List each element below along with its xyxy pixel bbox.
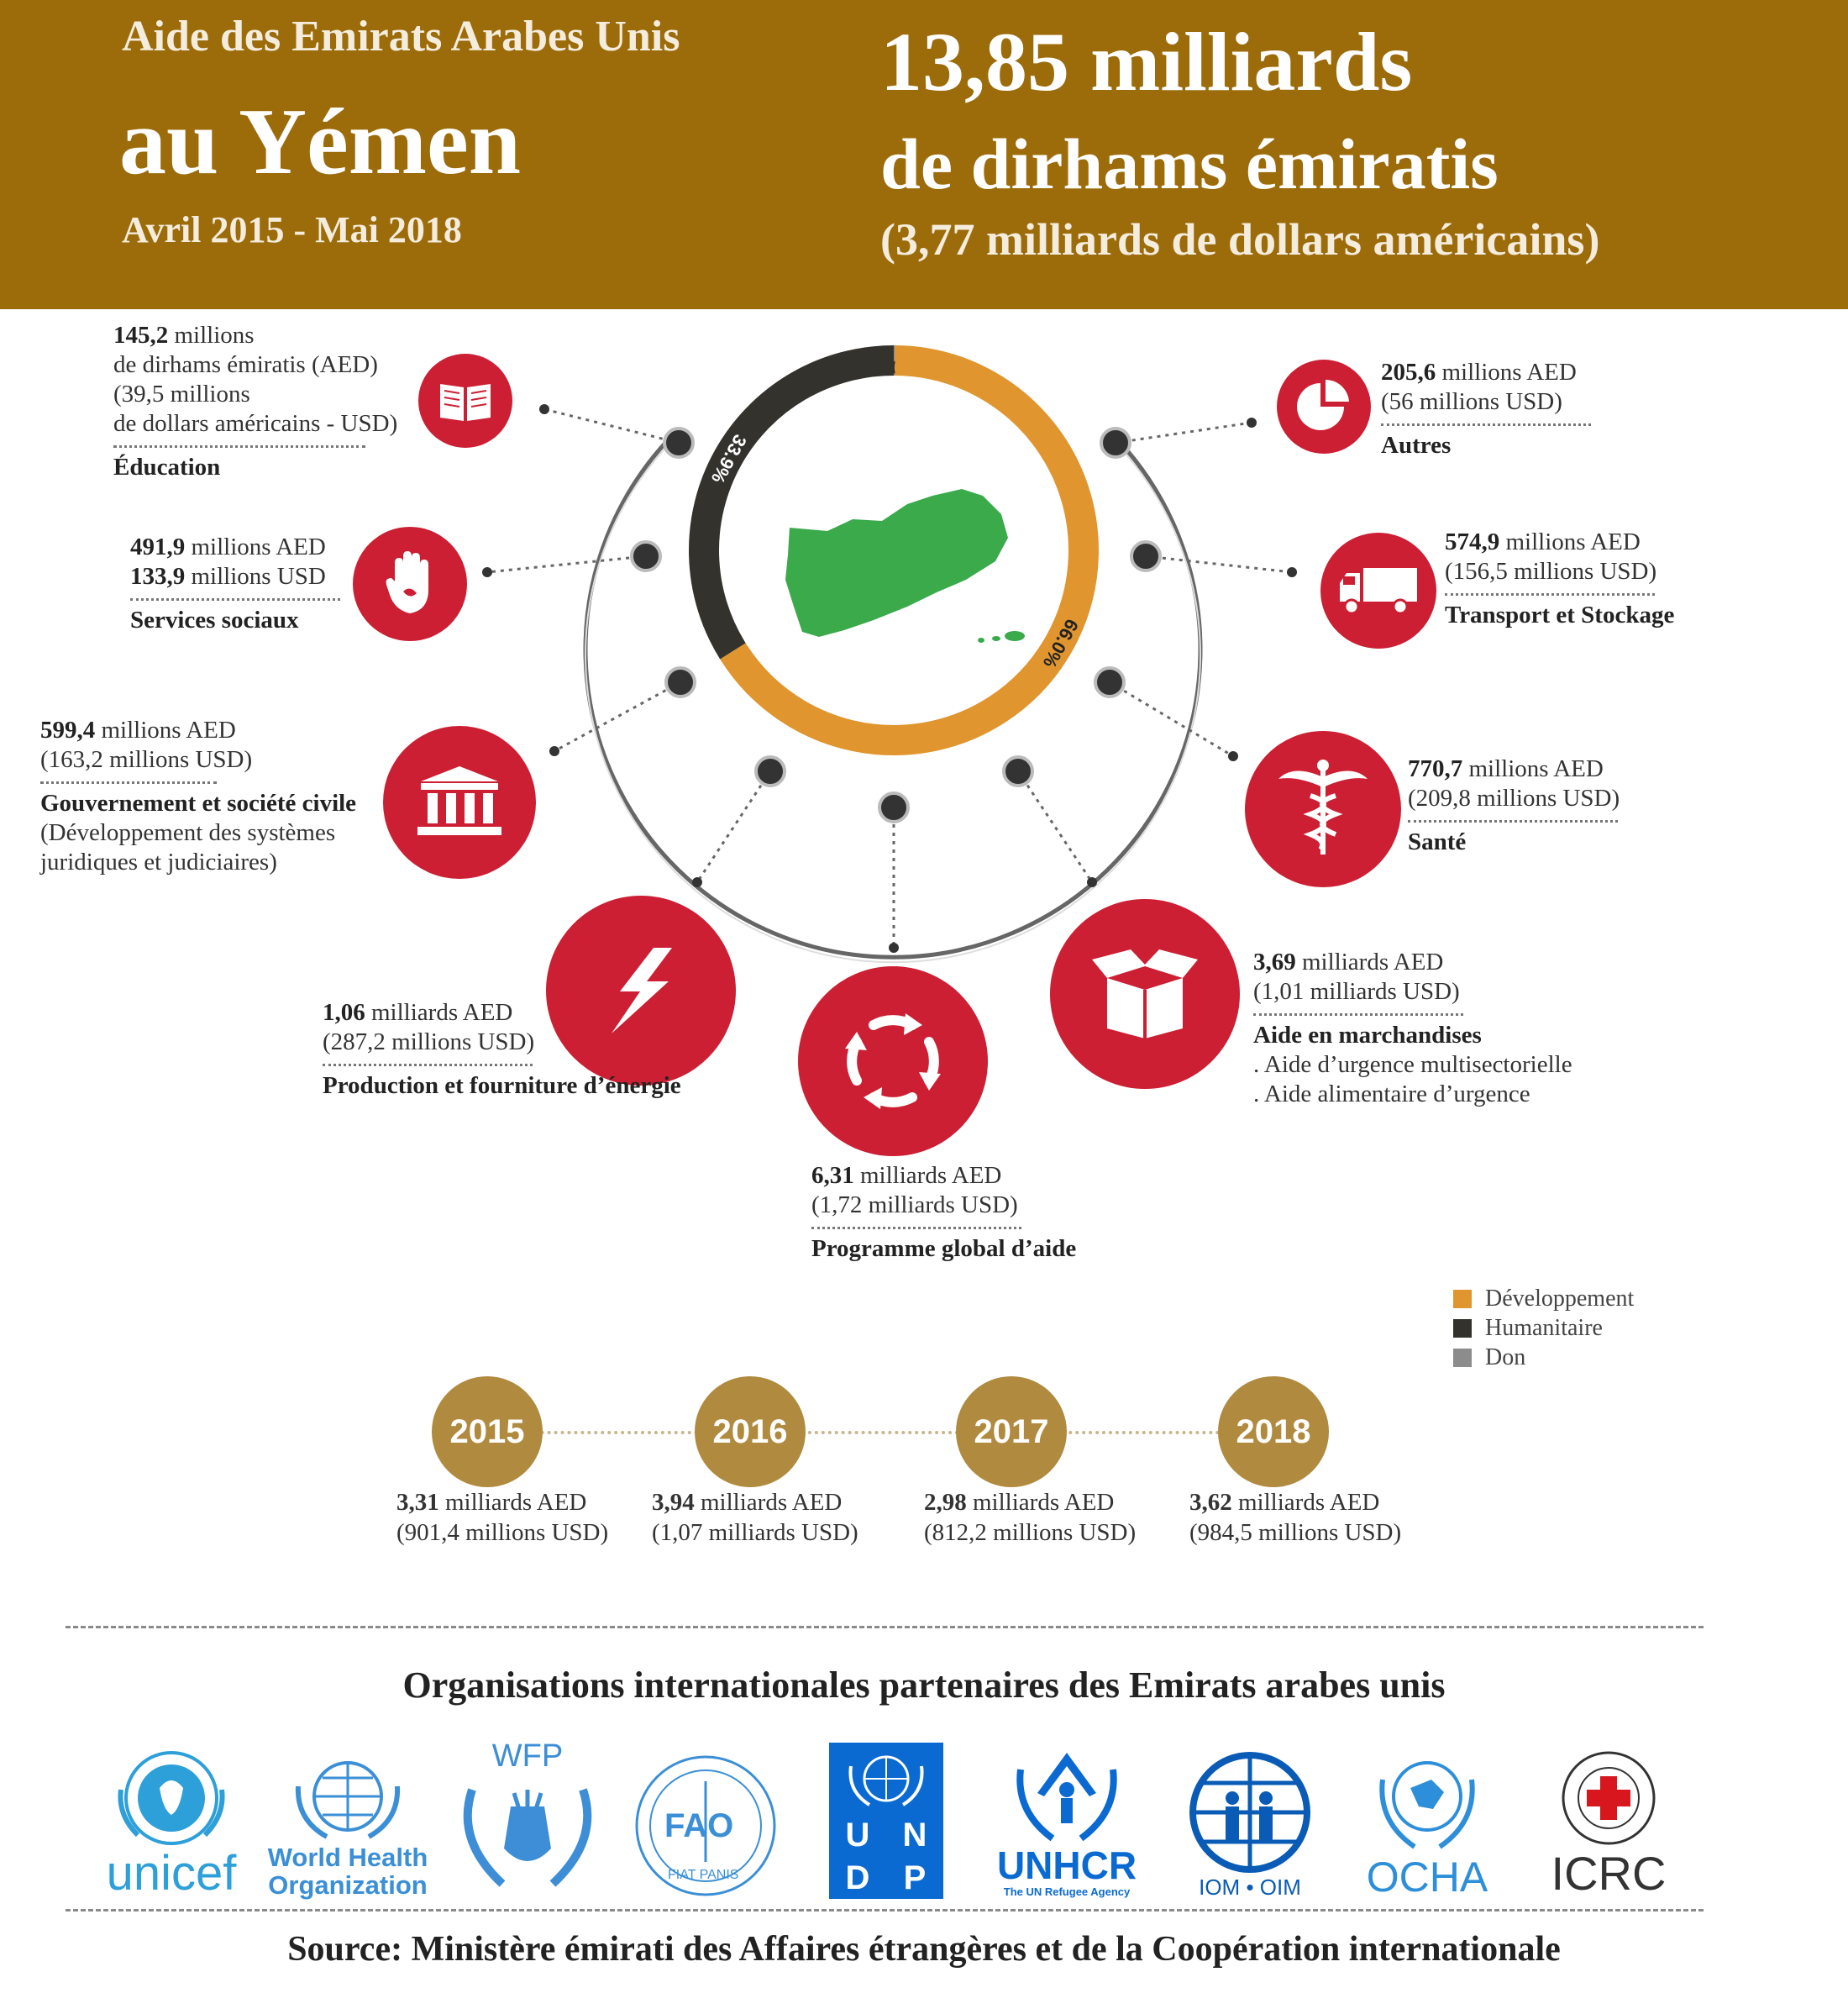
book-icon — [436, 376, 495, 426]
cycle-arrows-icon — [838, 1007, 948, 1116]
health-info: 770,7 millions AED (209,8 millions USD) Santé — [1408, 755, 1620, 855]
svg-text:FAO: FAO — [664, 1807, 734, 1844]
energy-info: 1,06 milliards AED (287,2 millions USD) Production et fourniture d’énergie — [323, 999, 681, 1099]
energy-label: Production et fourniture d’énergie — [323, 1072, 681, 1099]
fao-emblem-icon — [633, 1753, 779, 1899]
government-building-icon — [417, 765, 501, 840]
government-info: 599,4 millions AED (163,2 millions USD) Gouvernement et société civile (Développement des systèmes juridiques et judiciaires) — [40, 717, 357, 876]
yemen-map — [785, 489, 1008, 637]
iom-emblem-icon — [1179, 1749, 1321, 1875]
icrc-logo: ICRC — [1529, 1731, 1688, 1899]
transport-info: 574,9 millions AED (156,5 millions USD) Transport et Stockage — [1445, 528, 1675, 628]
legend-item-developpement: Développement — [1453, 1284, 1634, 1313]
year-badge-2018: 2018 — [1218, 1376, 1329, 1487]
global-aid-info: 6,31 milliards AED (1,72 milliards USD) Programme global d’aide — [811, 1162, 1077, 1262]
connector-lines — [487, 409, 1292, 948]
year-value-2016: 3,94 milliards AED (1,07 milliards USD) — [652, 1489, 858, 1546]
global-aid-label: Programme global d’aide — [811, 1235, 1077, 1262]
legend-item-humanitaire: Humanitaire — [1453, 1313, 1634, 1343]
years-timeline-line — [487, 1431, 1294, 1434]
health-label: Santé — [1408, 828, 1467, 855]
header-period: Avril 2015 - Mai 2018 — [122, 209, 462, 250]
unhcr-logo: UNHCR The UN Refugee Agency — [983, 1731, 1151, 1899]
year-badge-2017: 2017 — [956, 1376, 1067, 1487]
svg-text:FIAT PANIS: FIAT PANIS — [668, 1868, 739, 1882]
undp-logo: U N D P — [828, 1731, 944, 1899]
goods-aid-circle — [1050, 899, 1240, 1089]
box-icon — [1090, 948, 1200, 1040]
icrc-emblem-icon — [1558, 1748, 1659, 1848]
others-label: Autres — [1381, 432, 1452, 459]
un-emblem-icon — [844, 1749, 928, 1808]
government-label: Gouvernement et société civile — [40, 790, 357, 817]
hand-icon — [385, 551, 435, 617]
others-info: 205,6 millions AED (56 millions USD) Autres — [1381, 358, 1591, 460]
ocha-emblem-icon — [1373, 1746, 1482, 1855]
donut-label-0: 66.0% — [1038, 615, 1083, 672]
ocha-logo: OCHA — [1347, 1731, 1507, 1899]
header-total-usd: (3,77 milliards de dollars américains) — [880, 214, 1600, 265]
others-circle — [1277, 360, 1371, 454]
year-value-2018: 3,62 milliards AED (984,5 millions USD) — [1189, 1489, 1402, 1546]
partners-title: Organisations internationales partenaires des Emirats arabes unis — [402, 1664, 1446, 1706]
legend-item-don: Don — [1453, 1343, 1634, 1372]
transport-circle — [1320, 533, 1436, 649]
fao-logo — [630, 1731, 781, 1899]
education-info: 145,2 millions de dirhams émiratis (AED) (39,5 millions de dollars américains - USD) Éducation — [113, 322, 398, 481]
wfp-logo: WFP — [444, 1731, 612, 1899]
education-circle — [418, 354, 512, 448]
pie-icon — [1294, 376, 1354, 437]
legend — [1453, 1284, 1634, 1372]
year-badge-2016: 2016 — [695, 1376, 806, 1487]
header-total-unit: de dirhams émiratis — [880, 124, 1499, 204]
iom-logo: IOM • OIM — [1174, 1731, 1326, 1899]
source-note: Source: Ministère émirati des Affaires étrangères et de la Coopération internationale — [287, 1930, 1561, 1969]
unhcr-emblem-icon — [1012, 1744, 1121, 1845]
wfp-emblem-icon — [452, 1773, 603, 1899]
social-services-label: Services sociaux — [130, 607, 299, 634]
transport-label: Transport et Stockage — [1445, 602, 1675, 628]
divider-bottom — [66, 1909, 1704, 1911]
unicef-emblem-icon — [113, 1748, 230, 1848]
government-circle — [383, 726, 536, 879]
goods-aid-info: 3,69 milliards AED (1,01 milliards USD) Aide en marchandises . Aide d’urgence multisectorielle . Aide alimentaire d’urgence — [1253, 949, 1572, 1107]
caduceus-icon — [1277, 759, 1369, 860]
social-services-info: 491,9 millions AED 133,9 millions USD Services sociaux — [130, 533, 340, 635]
unicef-logo: unicef — [87, 1731, 255, 1899]
social-services-circle — [353, 527, 467, 641]
global-aid-circle — [798, 966, 988, 1156]
who-logo: World Health Organization — [265, 1731, 430, 1899]
divider-top — [66, 1626, 1704, 1628]
year-badge-2015: 2015 — [432, 1376, 543, 1487]
year-value-2017: 2,98 milliards AED (812,2 millions USD) — [924, 1489, 1137, 1546]
education-label: Éducation — [113, 454, 221, 481]
goods-aid-label: Aide en marchandises — [1253, 1022, 1482, 1049]
who-emblem-icon — [293, 1753, 402, 1843]
health-circle — [1245, 731, 1401, 887]
header-title: au Yémen — [119, 90, 522, 194]
header-total: 13,85 milliards — [880, 15, 1413, 108]
donut-label-1: 33.9% — [706, 430, 751, 487]
year-value-2015: 3,31 milliards AED (901,4 millions USD) — [396, 1489, 609, 1546]
truck-icon — [1338, 565, 1419, 617]
header-subtitle: Aide des Emirats Arabes Unis — [122, 13, 680, 60]
donut-label-2: 0.1% — [890, 356, 934, 378]
